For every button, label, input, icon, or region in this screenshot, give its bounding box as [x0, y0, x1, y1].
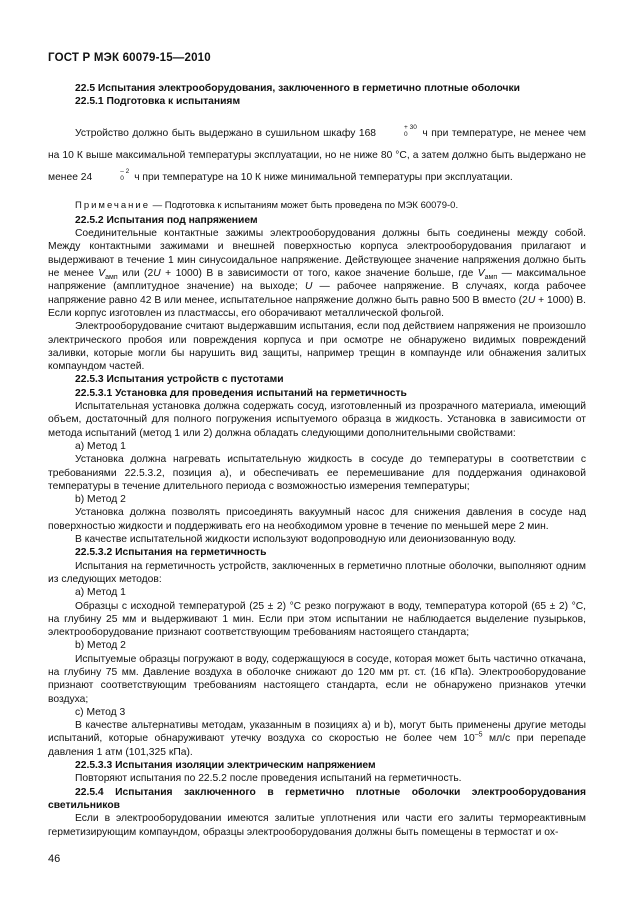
section-heading-22-5-2: 22.5.2 Испытания под напряжением	[75, 214, 258, 226]
list-item-method-2: b) Метод 2	[75, 494, 126, 506]
note	[48, 199, 586, 212]
section-heading-22-5-3-3: 22.5.3.3 Испытания изоляции электрическим напряжением	[75, 760, 376, 772]
paragraph-leak-method-2: Испытуемые образцы погружают в воду, содержащуюся в сосуде, которая может быть частично откачана, на глубину 75 мм. Давление воздуха в оболочке снижают до 120 мм рт. ст. (16 кПа). Электрооборудование признают соответствующим требованиям настоящего стандарта, если не обнаружено признаков утечки воздуха;	[48, 653, 586, 705]
section-heading-22-5-3-2: 22.5.3.2 Испытания на герметичность	[75, 547, 267, 559]
paragraph-preparation: Устройство должно быть выдержано в сушильном шкафу 168 + 30 0 ч при температуре, не менее чем на 10 К выше максимальной температуры эксплуатации, но не ниже 80 °С, а затем должно быть выдержано не менее 24 – 2 0 ч при температуре на 10 К ниже минимальной температуры при эксплуатации.	[48, 124, 586, 183]
section-heading-22-5-4: 22.5.4 Испытания заключенного в герметично плотные оболочки электрооборудования светильников	[48, 786, 586, 811]
paragraph-voltage-test: Соединительные контактные зажимы электрооборудования должны быть соединены между собой. Между контактными зажимами и внешней поверхностью корпуса электрооборудования прилагают и выдерживают в течение 1 мин синусоидальное напряжение. Действующее значение напряжения должно быть не менее $V_{амп}$ или (2U + 1000) В в зависимости от того, какое значение больше, где $V_{амп}$ — максимальное напряжение (амплитудное значение) на выходе; U — рабочее напряжение. В случаях, когда рабочее напряжение равно 42 В или менее, испытательное напряжение должно быть равно 500 В вместо (2U + 1000) В. Если корпус изготовлен из пластмассы, его оборачивают металлической фольгой.	[48, 228, 587, 319]
document-header: ГОСТ Р МЭК 60079-15—2010	[48, 52, 211, 64]
paragraph-insulation-test: Повторяют испытания по 22.5.2 после проведения испытаний на герметичность.	[75, 773, 462, 785]
list-item-leak-method-2: b) Метод 2	[75, 640, 126, 652]
section-heading-22-5-3-1: 22.5.3.1 Установка для проведения испытаний на герметичность	[75, 387, 407, 399]
paragraph-test-setup: Испытательная установка должна содержать сосуд, изготовленный из прозрачного материала, имеющий объем, достаточный для полного погружения испытуемого образца в жидкость. Установка в зависимости от метода испытаний (метод 1 или 2) должна обладать следующими дополнительными свойствами:	[48, 401, 586, 439]
section-heading-22-5-1: 22.5.1 Подготовка к испытаниям	[75, 96, 241, 108]
note-text: — Подготовка к испытаниям может быть проведена по МЭК 60079-0.	[150, 199, 459, 211]
note-label: Примечание	[75, 199, 150, 211]
section-heading-22-5: 22.5 Испытания электрооборудования, заключенного в герметично плотные оболочки	[75, 83, 520, 94]
list-item-method-1: a) Метод 1	[75, 440, 126, 452]
tolerance-24: – 2 0	[120, 168, 130, 182]
paragraph-leak-method-1: Образцы с исходной температурой (25 ± 2) °С резко погружают в воду, температура которой (65 ± 2) °С, на глубину 25 мм и выдерживают 1 мин. Если при этом испытании не наблюдается выделение пузырьков, электрооборудование признают соответствующим требованиям настоящего стандарта;	[48, 600, 586, 639]
paragraph-method-2-setup: Установка должна позволять присоединять вакуумный насос для снижения давления в сосуде над поверхностью жидкости и поддерживать его на необходимом уровне в течение по меньшей мере 2 мин.	[48, 507, 586, 532]
document-body	[48, 82, 586, 839]
list-item-leak-method-3: c) Метод 3	[75, 706, 126, 718]
paragraph-luminaires: Если в электрооборудовании имеются залитые уплотнения или части его залиты термореактивным герметизирующим компаундом, образцы электрооборудования должны быть помещены в термостат и ох-	[48, 813, 586, 838]
page-number: 46	[48, 853, 61, 865]
paragraph-leak-method-3: В качестве альтернативы методам, указанным в позициях а) и b), могут быть применены другие методы испытаний, которые обнаруживают утечку воздуха со скоростью не более чем $10^{-5}$ мл/с при перепаде давления 1 атм (101,325 кПа).	[48, 720, 586, 758]
section-heading-22-5-3: 22.5.3 Испытания устройств с пустотами	[75, 374, 284, 386]
paragraph-method-1-setup: Установка должна нагревать испытательную жидкость в сосуде до температуры в соответствии с требованиями 22.5.3.2, позиция а), и обеспечивать ее перемешивание для поддержания одинаковой температуры в течение длительного периода с возможностью измерения температуры;	[48, 454, 586, 492]
list-item-leak-method-1: a) Метод 1	[75, 587, 126, 599]
tolerance-168: + 30 0	[404, 124, 417, 138]
paragraph-test-liquid: В качестве испытательной жидкости используют водопроводную или деионизованную воду.	[75, 534, 517, 546]
paragraph-leak-tests: Испытания на герметичность устройств, заключенных в герметично плотные оболочки, выполняют одним из следующих методов:	[48, 560, 586, 585]
paragraph-voltage-result: Электрооборудование считают выдержавшим испытания, если под действием напряжения не произошло электрического пробоя или повреждения корпуса и при осмотре не обнаружено видимых повреждений заливки, которые могли бы нарушить вид защиты, например трещин в компаунде или обнажения залитых компаундом частей.	[48, 321, 586, 373]
